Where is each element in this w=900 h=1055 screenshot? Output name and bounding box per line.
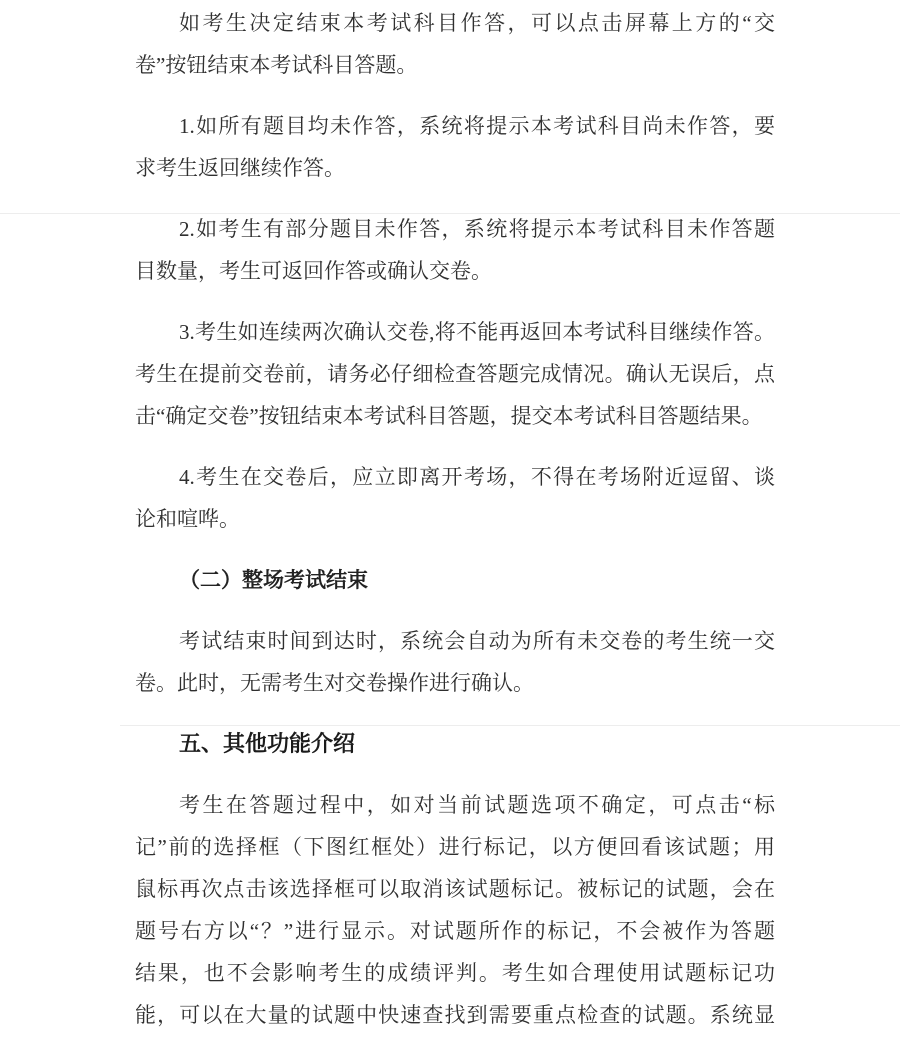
text-line: 题号右方以“？”进行显示。对试题所作的标记，不会被作为答题 — [135, 919, 775, 943]
intro-paragraph — [135, 2, 775, 86]
text-line: 论和喧哗。 — [135, 507, 240, 531]
document-page — [135, 2, 775, 1055]
text-line: 1.如所有题目均未作答，系统将提示本考试科目尚未作答，要 — [179, 114, 775, 138]
text-line: 卷。此时，无需考生对交卷操作进行确认。 — [135, 671, 534, 695]
text-line: 能，可以在大量的试题中快速查找到需要重点检查的试题。系统显 — [135, 1003, 775, 1027]
text-line: 如考生决定结束本考试科目作答，可以点击屏幕上方的“交 — [179, 11, 775, 35]
text-line: 考生在提前交卷前，请务必仔细检查答题完成情况。确认无误后，点 — [135, 362, 775, 386]
numbered-item-1 — [135, 105, 775, 189]
text-line: 结果，也不会影响考生的成绩评判。考生如合理使用试题标记功 — [135, 961, 775, 985]
numbered-item-3 — [135, 311, 775, 437]
text-line: 卷”按钮结束本考试科目答题。 — [135, 53, 418, 77]
body-paragraph — [135, 620, 775, 704]
numbered-item-4 — [135, 456, 775, 540]
numbered-item-2 — [135, 208, 775, 292]
section-heading: （二）整场考试结束 — [179, 568, 368, 592]
text-line: 考生在答题过程中，如对当前试题选项不确定，可点击“标 — [179, 793, 775, 817]
body-paragraph — [135, 784, 775, 1036]
text-line: 求考生返回继续作答。 — [135, 156, 345, 180]
text-line: 2.如考生有部分题目未作答，系统将提示本考试科目未作答题 — [179, 217, 775, 241]
text-line: 4.考生在交卷后，应立即离开考场，不得在考场附近逗留、谈 — [179, 465, 775, 489]
text-line: 目数量，考生可返回作答或确认交卷。 — [135, 259, 492, 283]
text-line: 鼠标再次点击该选择框可以取消该试题标记。被标记的试题，会在 — [135, 877, 775, 901]
text-line: 考试结束时间到达时，系统会自动为所有未交卷的考生统一交 — [179, 629, 775, 653]
text-line: 击“确定交卷”按钮结束本考试科目答题，提交本考试科目答题结果。 — [135, 404, 763, 428]
text-line: 3.考生如连续两次确认交卷,将不能再返回本考试科目继续作答。 — [179, 320, 775, 344]
chapter-heading: 五、其他功能介绍 — [179, 731, 356, 756]
text-line: 记”前的选择框（下图红框处）进行标记，以方便回看该试题；用 — [135, 835, 775, 859]
